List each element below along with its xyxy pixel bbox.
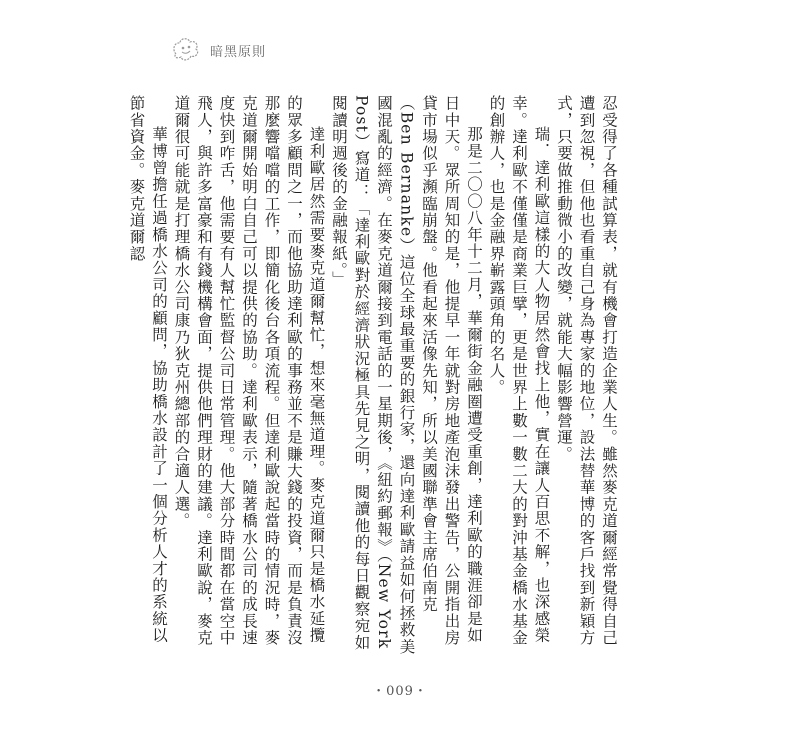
book-title: 暗黑原則 <box>210 44 267 60</box>
paragraph-1: 忍受得了各種試算表，就有機會打造企業人生。雖然麥克道爾經常覺得自己遭到忽視，但他也看重自己身為專家的地位，設法替華博的客戶找到新穎方式，只要做推動微小的改變，就能大幅影響營運。 <box>555 95 618 647</box>
running-header <box>168 30 266 70</box>
page-number: ・009・ <box>372 684 428 699</box>
vertical-body-text <box>125 95 620 655</box>
paragraph-5: 華博曾擔任過橋水公司的顧問，協助橋水設計了一個分析人才的系統以節省資金。麥克道爾認 <box>127 95 168 644</box>
chalk-outline-logo-icon <box>168 32 204 68</box>
paragraph-3: 那是二〇〇八年十二月，華爾街金融圈遭受重創，達利歐的職涯卻是如日中天。眾所周知的是，他提早一年就對房地產泡沫發出警告，公開指出房貸市場似乎瀕臨崩盤。他看起來活像先知，所以美國聯準會主席伯南克（Ben Bernanke）這位全球最重要的銀行家，還向達利歐請益如何拯救美國混亂的經濟。在麥克道爾接到電話的一星期後，《紐約郵報》（New York Post）寫道：「達利歐對於經濟狀況極具先見之明，閱讀他的每日觀察宛如閱讀明週後的金融報紙。」 <box>330 95 483 655</box>
paragraph-4: 達利歐居然需要麥克道爾幫忙，想來毫無道理。麥克道爾只是橋水延攬的眾多顧問之一，而他協助達利歐的事務並不是賺大錢的投資，而是負責沒那麼響噹噹的工作，即簡化後台各項流程。但達利歐說起當時的情況時，麥克道爾開始明白自己可以提供的協助。達利歐表示，隨著橋水公司的成長速度快到咋舌，他需要有人幫忙監督公司日常管理。他大部分時間都在當空中飛人，與許多富豪和有錢機構會面，提供他們理財的建議。達利歐說，麥克道爾很可能就是打理橋水公司康乃狄克州總部的合適人選。 <box>172 95 326 647</box>
paragraph-2: 瑞．達利歐這樣的大人物居然會找上他，實在讓人百思不解，也深感榮幸。達利歐不僅僅是商業巨擘，更是世界上數一數二大的對沖基金橋水基金的創辦人，也是金融界嶄露頭角的名人。 <box>487 95 551 647</box>
